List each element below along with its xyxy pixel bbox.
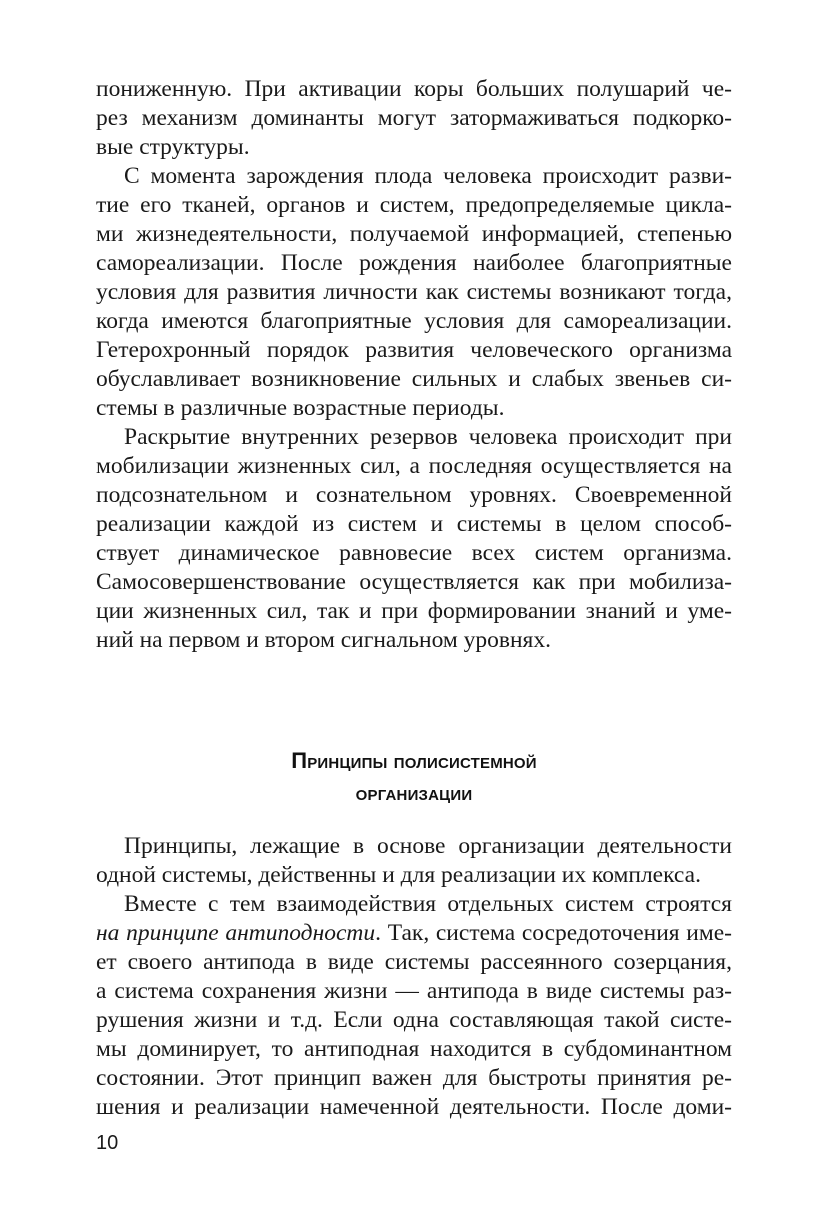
text-line: ет своего антипода в виде системы рассеянного созерцания, [96,949,732,975]
body-text-top [96,75,732,655]
paragraph [96,832,732,890]
text-line: тие его тканей, органов и систем, предопределяемые цикла- [96,192,732,218]
text-line: ний на первом и втором сигнальном уровнях. [96,627,551,653]
text-line: когда имеются благоприятные условия для самореализации. [96,308,732,334]
text-line: шения и реализации намеченной деятельности. После доми- [96,1094,732,1120]
text-line: а система сохранения жизни — антипода в виде системы раз- [96,978,732,1004]
text-line: рез механизм доминанты могут затормаживаться подкорко- [96,105,732,131]
text-line: Вместе с тем взаимодействия отдельных систем строятся [124,891,732,917]
text-line: подсознательном и сознательном уровнях. Своевременной [96,482,732,508]
text-line: Принципы, лежащие в основе организации деятельности [124,833,732,859]
text-line [96,919,732,948]
text-line: С момента зарождения плода человека происходит разви- [124,163,732,189]
section-heading-line: Принципы полисистемной [291,748,537,773]
text-line: мобилизации жизненных сил, а последняя осуществляется на [96,453,732,479]
text-line: Гетерохронный порядок развития человеческого организма [96,337,732,363]
section-heading [96,745,732,809]
section-heading-line: организации [355,780,473,805]
text-line: ми жизнедеятельности, получаемой информацией, степенью [96,221,732,247]
text-line: самореализации. После рождения наиболее благоприятные [96,250,732,276]
body-text-bottom [96,832,732,1122]
text-line: состоянии. Этот принцип важен для быстроты принятия ре- [96,1065,732,1091]
text-line: реализации каждой из систем и системы в целом способ- [96,511,732,537]
text-line: обуславливает возникновение сильных и слабых звеньев си- [96,366,732,392]
text-fragment: . Так, система сосредоточения име- [375,920,733,946]
text-line: Самосовершенствование осуществляется как при мобилиза- [96,569,732,595]
text-line: Раскрытие внутренних резервов человека происходит при [124,424,732,450]
text-line: условия для развития личности как системы возникают тогда, [96,279,732,305]
paragraph [96,423,732,655]
italic-term: на принципе антиподности [96,920,376,946]
text-line: ствует динамическое равновесие всех систем организма. [96,540,732,566]
text-line: мы доминирует, то антиподная находится в субдоминантном [96,1036,732,1062]
text-line: одной системы, действенны и для реализации их комплекса. [96,862,701,888]
paragraph [96,890,732,1122]
text-line: вые структуры. [96,134,250,160]
text-line: ции жизненных сил, так и при формировании знаний и уме- [96,598,732,624]
paragraph [96,162,732,423]
text-line: пониженную. При активации коры больших полушарий че- [96,76,732,102]
page-number: 10 [96,1132,119,1154]
paragraph [96,75,732,162]
text-line: стемы в различные возрастные периоды. [96,395,505,421]
text-line: рушения жизни и т.д. Если одна составляющая такой систе- [96,1007,732,1033]
